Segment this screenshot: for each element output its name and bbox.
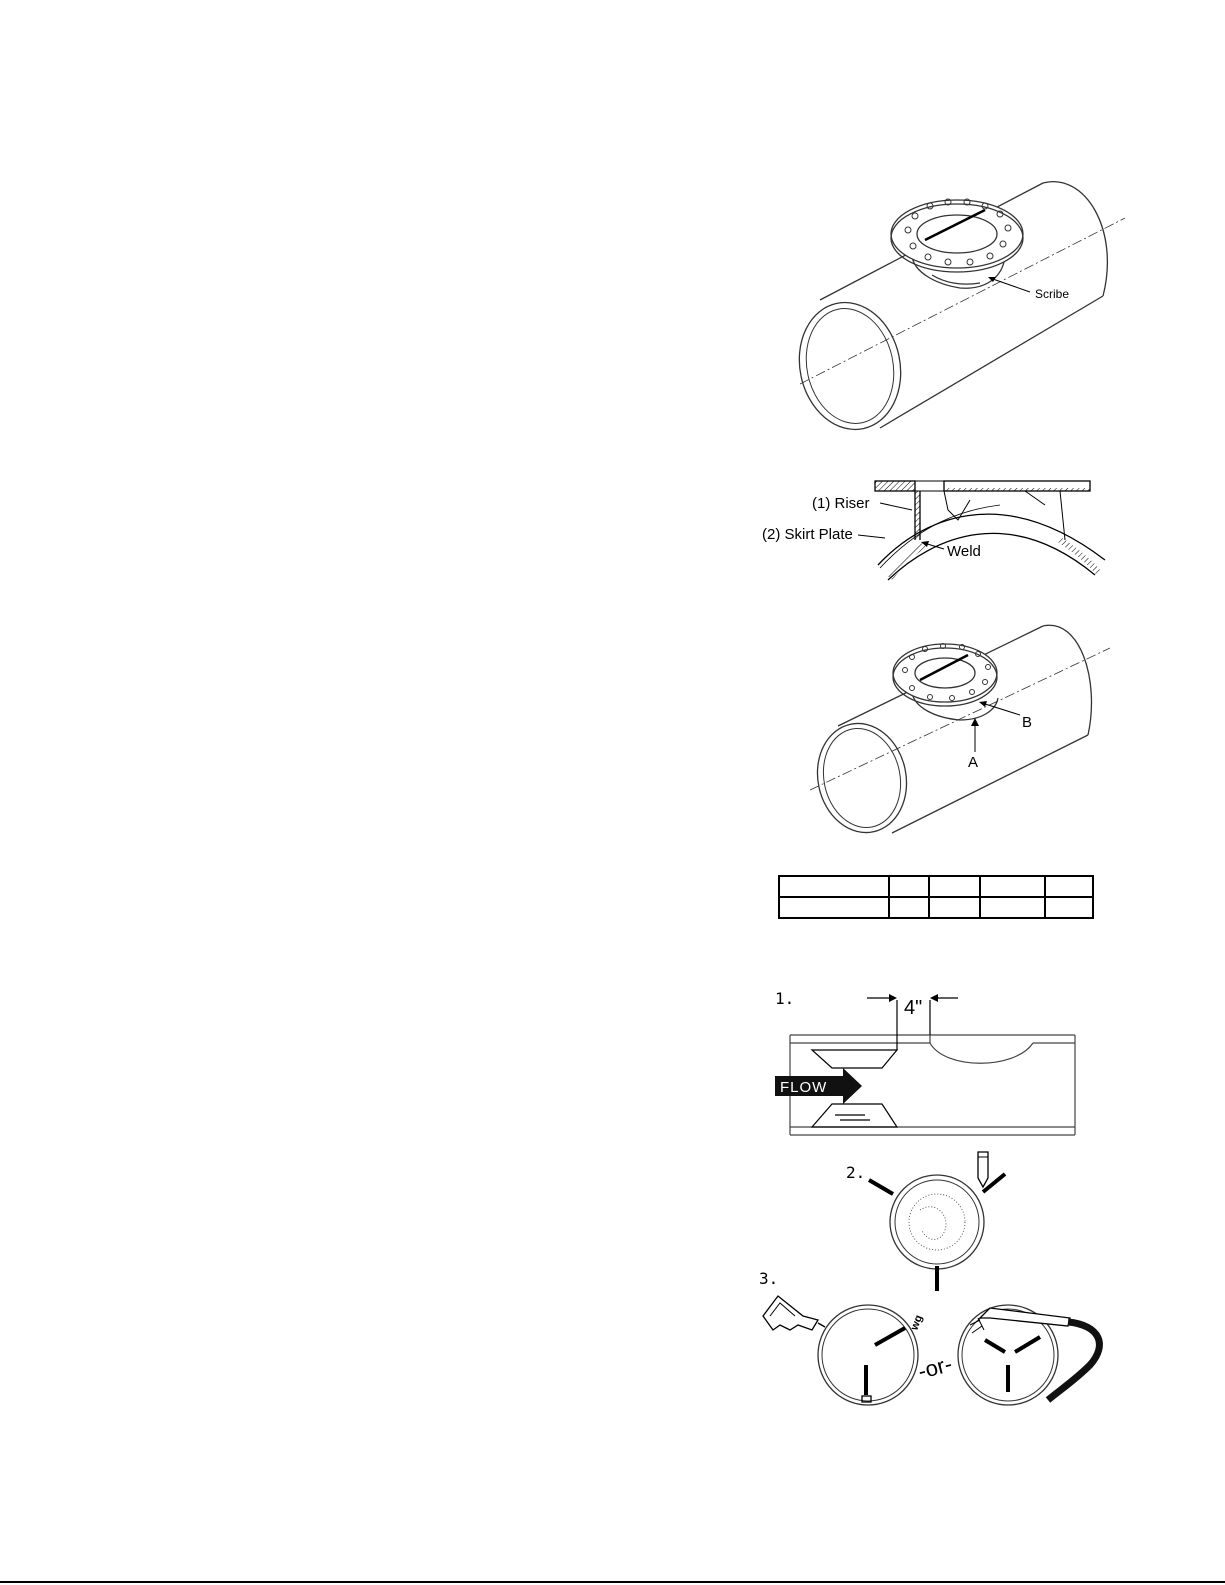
step1-number: 1. — [775, 989, 795, 1008]
riser-label: (1) Riser — [812, 495, 870, 512]
pipe-ab-figure — [808, 625, 1110, 841]
or-label: -or- — [915, 1350, 955, 1384]
step3-cutting-diagram — [763, 1296, 1099, 1405]
flow-label: FLOW — [780, 1079, 828, 1096]
weld-label: Weld — [947, 543, 981, 560]
step1-flow-diagram — [790, 994, 1075, 1135]
drill-mark-text: wg — [908, 1313, 926, 1332]
step3-number: 3. — [759, 1269, 779, 1288]
step2-marking-diagram — [869, 1152, 1005, 1291]
riser-section-figure — [858, 481, 1105, 580]
skirt-plate-label: (2) Skirt Plate — [762, 526, 853, 543]
point-b-label: B — [1022, 714, 1033, 731]
point-a-label: A — [968, 754, 979, 771]
scribe-label: Scribe — [1035, 287, 1070, 301]
pipe-scribe-figure — [788, 182, 1125, 439]
dimension-label: 4" — [904, 997, 923, 1019]
empty-table — [779, 876, 1093, 918]
step2-number: 2. — [846, 1163, 866, 1182]
